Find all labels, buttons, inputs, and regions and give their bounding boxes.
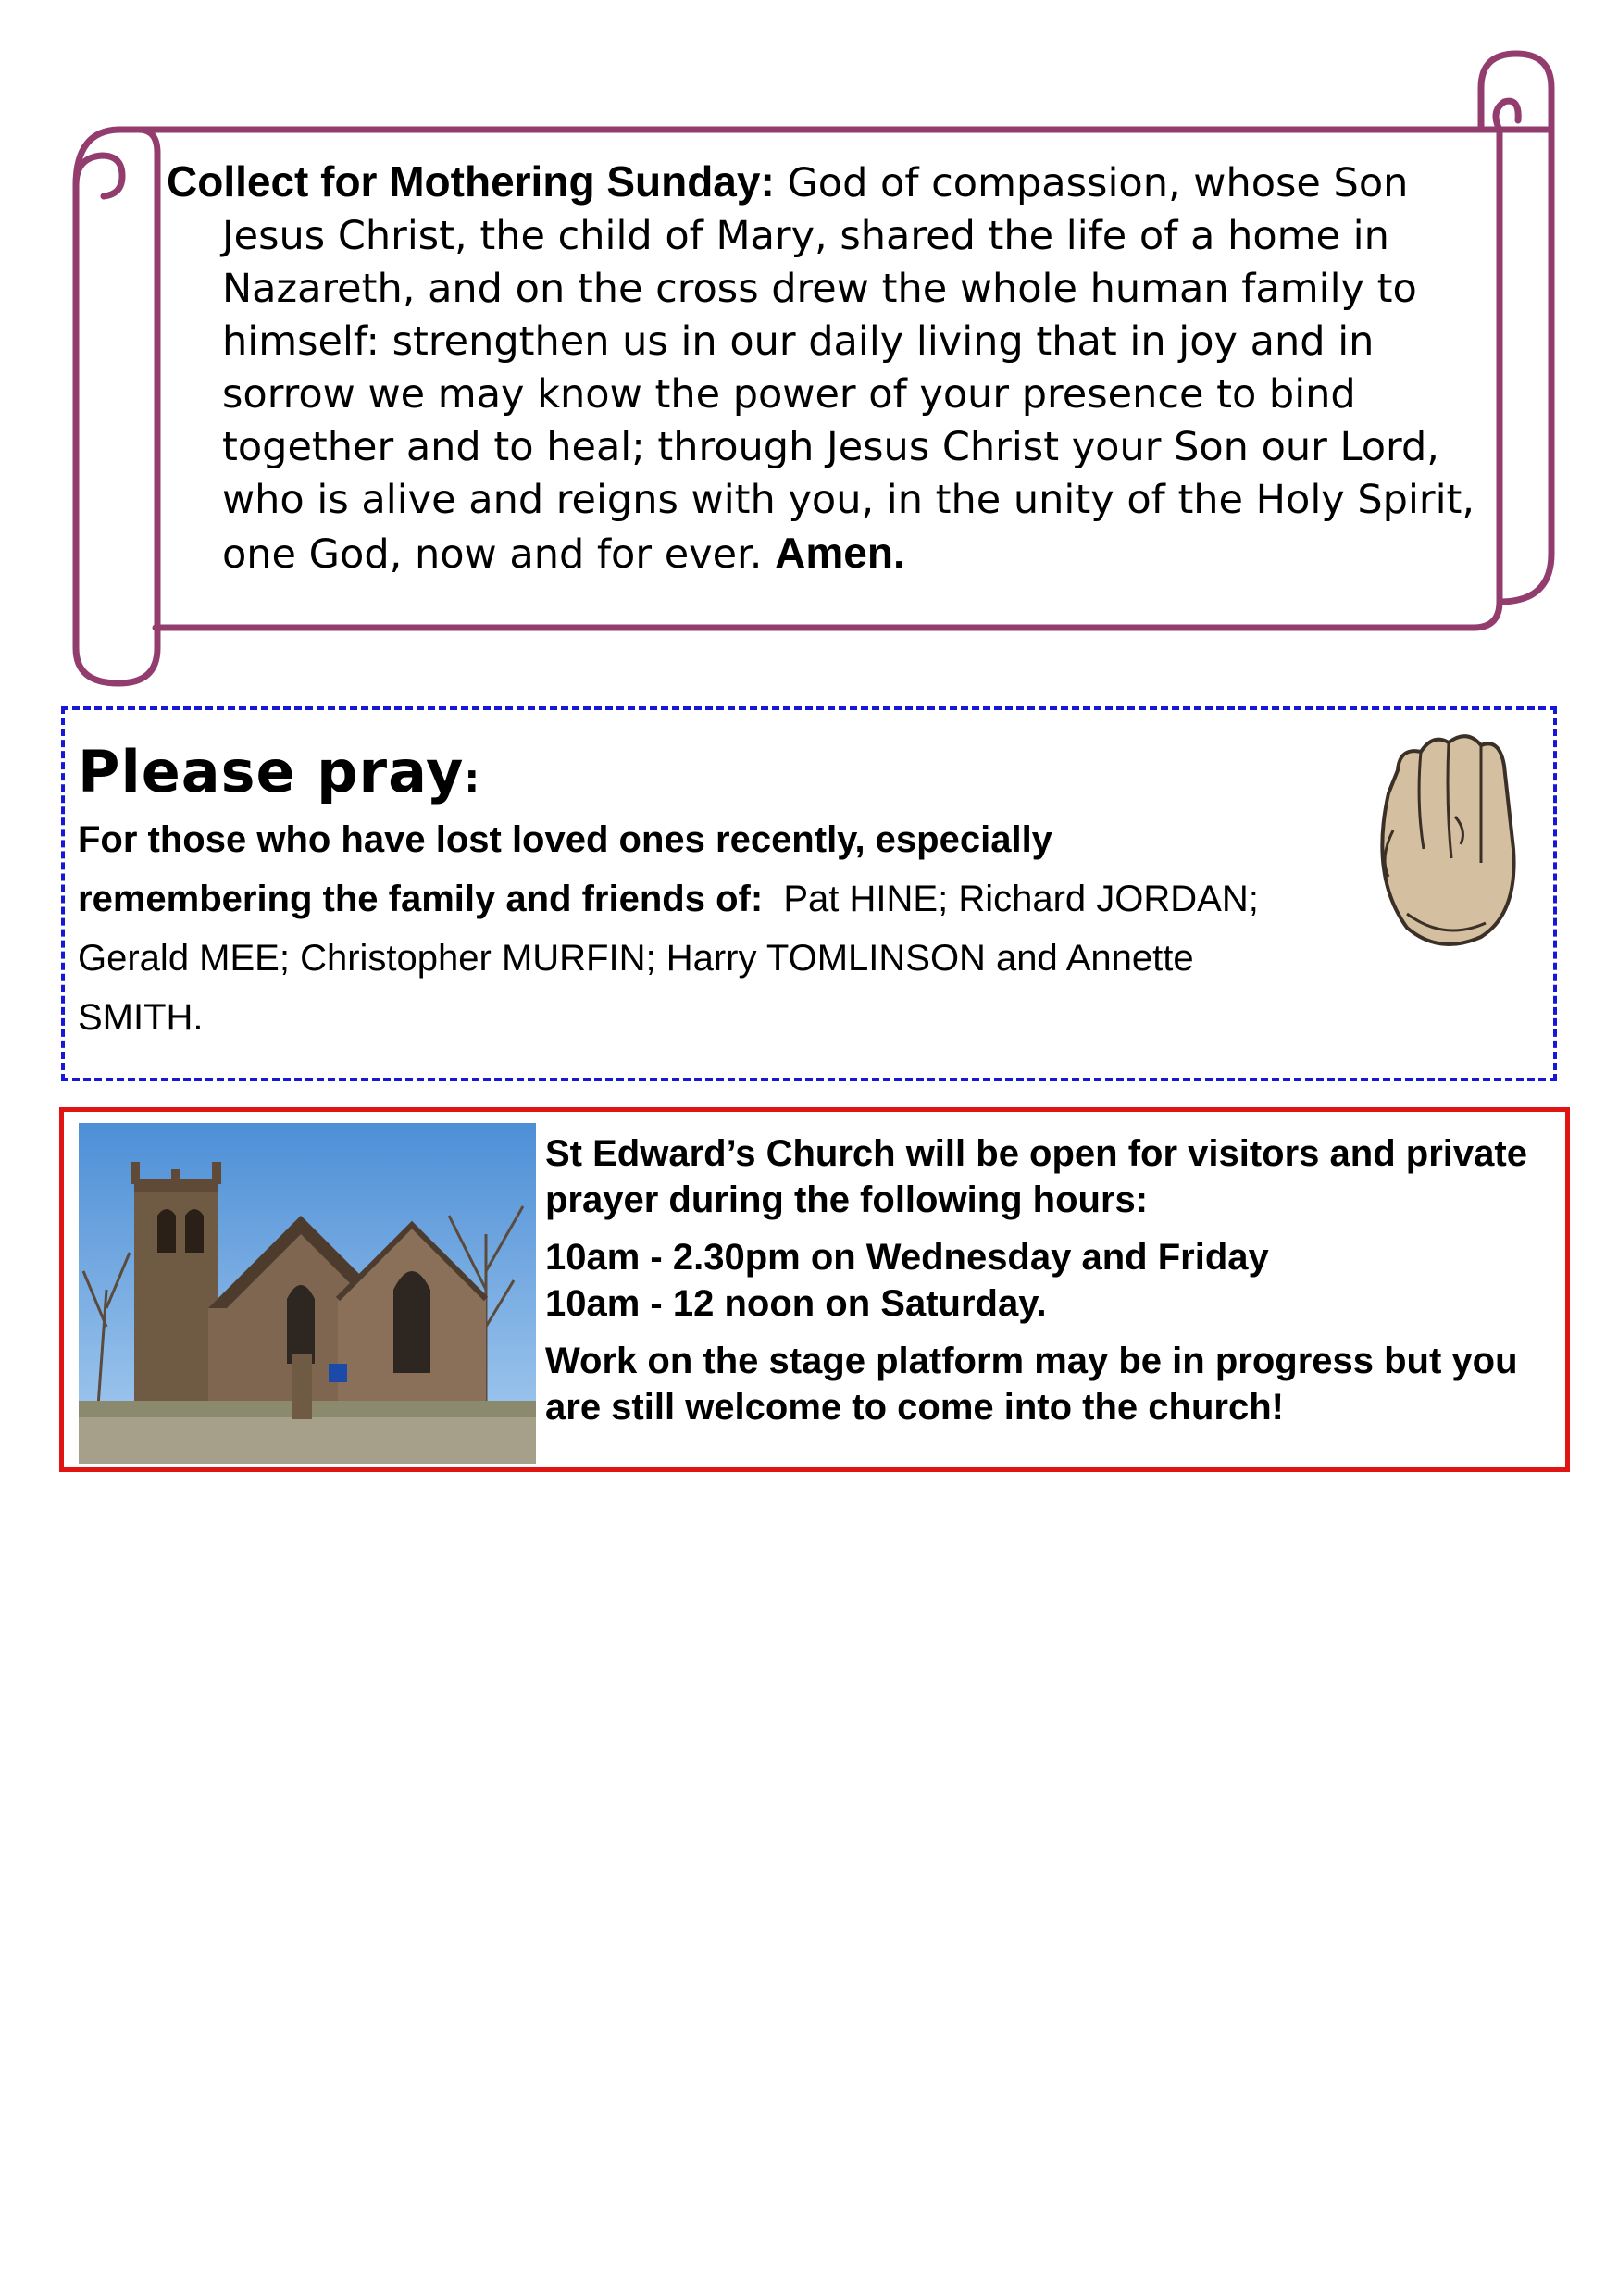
pray-names: Pat HINE; Richard JORDAN; Gerald MEE; Christopher MURFIN; Harry TOMLINSON and Annette SMITH. — [78, 879, 1259, 1038]
pray-title-colon: : — [464, 755, 481, 801]
praying-hands-icon — [1351, 729, 1527, 951]
church-photo — [79, 1123, 536, 1464]
collect-amen: Amen. — [775, 529, 905, 577]
church-opening-box — [59, 1107, 1570, 1472]
church-intro: St Edward’s Church will be open for visitors and private prayer during the following hours: — [545, 1133, 1527, 1220]
pray-lead: For those who have lost loved ones recently, especially remembering the family and friends of: — [78, 819, 1052, 919]
church-hours-saturday: 10am - 12 noon on Saturday. — [545, 1283, 1047, 1324]
pray-title-text: Please pray — [78, 738, 465, 805]
pray-heading — [78, 738, 480, 805]
collect-heading: Collect for Mothering Sunday: — [167, 157, 775, 206]
collect-text-block — [167, 156, 1500, 581]
church-info — [545, 1130, 1554, 1441]
collect-body: God of compassion, whose Son Jesus Christ, the child of Mary, shared the life of a home in Nazareth, and on the cross drew the whole human family to himself: strengthen us in our daily living that in joy and in sorrow we may know the power of your presence to bind together and to heal; through Jesus Christ your Son our Lord, who is alive and reigns with you, in the unity of the Holy Spirit, one God, now and for ever. — [222, 160, 1475, 578]
prayer-request-box — [61, 706, 1557, 1081]
church-note: Work on the stage platform may be in progress but you are still welcome to come into the church! — [545, 1341, 1518, 1428]
church-hours-weekday: 10am - 2.30pm on Wednesday and Friday — [545, 1237, 1269, 1278]
pray-list — [78, 810, 1281, 1047]
